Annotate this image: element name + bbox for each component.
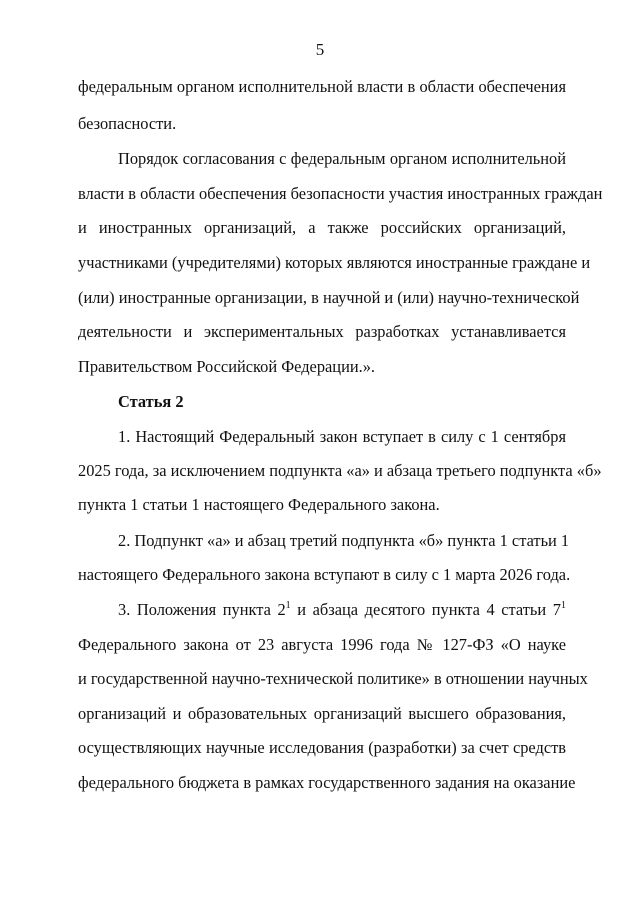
paragraph-line: и государственной научно-технической политике» в отношении научных	[78, 669, 588, 688]
paragraph-line: настоящего Федерального закона вступают в силу с 1 марта 2026 года.	[78, 565, 571, 584]
paragraph-line: Порядок согласования с федеральным органом исполнительной	[118, 149, 566, 168]
paragraph-line-with-superscripts	[118, 600, 566, 620]
text-fragment: и абзаца десятого пункта 4 статьи 7	[290, 600, 561, 619]
paragraph-line: 2. Подпункт «а» и абзац третий подпункта «б» пункта 1 статьи 1	[118, 531, 570, 550]
paragraph-line: Федерального закона от 23 августа 1996 года № 127-ФЗ «О науке	[78, 635, 566, 654]
paragraph-line: федеральным органом исполнительной власти в области обеспечения	[78, 77, 566, 96]
article-heading: Статья 2	[118, 392, 184, 411]
paragraph-line: 2025 года, за исключением подпункта «а» и абзаца третьего подпункта «б»	[78, 461, 602, 480]
paragraph-line: власти в области обеспечения безопасности участия иностранных граждан	[78, 184, 603, 203]
superscript: 1	[285, 600, 291, 611]
paragraph-line: федерального бюджета в рамках государственного задания на оказание	[78, 773, 576, 792]
text-fragment: 3. Положения пункта 2	[118, 600, 286, 619]
paragraph-line: и иностранных организаций, а также российских организаций,	[78, 218, 566, 237]
superscript: 1	[560, 600, 566, 611]
paragraph-line: организаций и образовательных организаций высшего образования,	[78, 704, 566, 723]
paragraph-line: участниками (учредителями) которых являются иностранные граждане и	[78, 253, 591, 272]
paragraph-line: 1. Настоящий Федеральный закон вступает в силу с 1 сентября	[118, 427, 566, 446]
paragraph-line: осуществляющих научные исследования (разработки) за счет средств	[78, 738, 566, 757]
paragraph-line: деятельности и экспериментальных разработках устанавливается	[78, 322, 566, 341]
paragraph-line: Правительством Российской Федерации.».	[78, 357, 375, 376]
page-number: 5	[315, 40, 325, 59]
paragraph-line: (или) иностранные организации, в научной и (или) научно-технической	[78, 288, 580, 307]
paragraph-line: безопасности.	[78, 114, 177, 133]
paragraph-line: пункта 1 статьи 1 настоящего Федерального закона.	[78, 495, 440, 514]
